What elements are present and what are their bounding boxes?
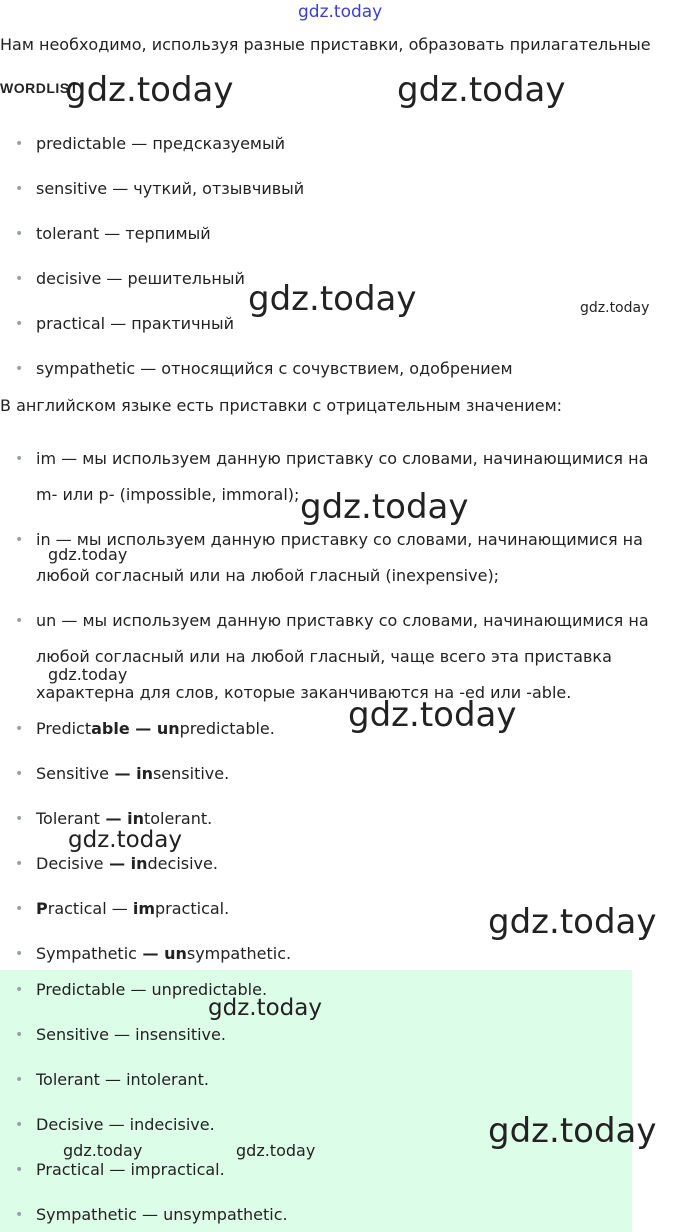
bullet: •: [15, 856, 24, 872]
bullet: •: [15, 226, 24, 242]
answer-item: Predictable — unpredictable.: [36, 719, 275, 738]
prefix-line: m- или p- (impossible, immoral);: [36, 485, 300, 504]
bullet: •: [15, 1027, 24, 1043]
wordlist-item: decisive — решительный: [36, 269, 245, 288]
watermark: gdz.today: [488, 902, 657, 942]
watermark: gdz.today: [348, 695, 517, 735]
bullet: •: [15, 181, 24, 197]
bullet: •: [15, 721, 24, 737]
wordlist-item: tolerant — терпимый: [36, 224, 211, 243]
watermark: gdz.today: [300, 487, 469, 527]
watermark: gdz.today: [48, 545, 128, 564]
prefix-line: in — мы используем данную приставку со словами, начинающимися на: [36, 530, 643, 549]
bullet: •: [15, 1162, 24, 1178]
bullet: •: [15, 613, 24, 629]
watermark: gdz.today: [580, 300, 650, 316]
prefix-line: un — мы используем данную приставку со словами, начинающимися на: [36, 611, 649, 630]
final-answer-item: Sympathetic — unsympathetic.: [36, 1205, 288, 1224]
bullet: •: [15, 136, 24, 152]
bullet: •: [15, 1117, 24, 1133]
answer-item: Tolerant — intolerant.: [36, 809, 213, 828]
answer-item: Practical — impractical.: [36, 899, 230, 918]
watermark: gdz.today: [208, 995, 322, 1021]
wordlist-item: sensitive — чуткий, отзывчивый: [36, 179, 305, 198]
final-answer-item: Practical — impractical.: [36, 1160, 225, 1179]
bullet: •: [15, 316, 24, 332]
prefix-intro: В английском языке есть приставки с отрицательным значением:: [0, 396, 563, 415]
final-answer-item: Decisive — indecisive.: [36, 1115, 215, 1134]
bullet: •: [15, 946, 24, 962]
wordlist-heading: WORDLIST: [0, 80, 79, 96]
wordlist-item: practical — практичный: [36, 314, 235, 333]
watermark: gdz.today: [488, 1111, 657, 1151]
answer-item: Decisive — indecisive.: [36, 854, 218, 873]
watermark: gdz.today: [68, 827, 182, 853]
prefix-line: im — мы используем данную приставку со словами, начинающимися на: [36, 449, 649, 468]
bullet: •: [15, 901, 24, 917]
watermark: gdz.today: [248, 279, 417, 319]
prefix-line: любой согласный или на любой гласный, чаще всего эта приставка: [36, 647, 612, 666]
watermark: gdz.today: [65, 70, 234, 110]
watermark: gdz.today: [236, 1141, 316, 1160]
intro-text: Нам необходимо, используя разные приставки, образовать прилагательные: [0, 35, 651, 54]
watermark: gdz.today: [63, 1141, 143, 1160]
watermark-top: gdz.today: [298, 2, 383, 22]
bullet: •: [15, 271, 24, 287]
bullet: •: [15, 532, 24, 548]
final-answer-item: Predictable — unpredictable.: [36, 980, 268, 999]
watermark: gdz.today: [48, 665, 128, 684]
answer-item: Sensitive — insensitive.: [36, 764, 230, 783]
bullet: •: [15, 361, 24, 377]
bullet: •: [15, 811, 24, 827]
final-answer-item: Sensitive — insensitive.: [36, 1025, 226, 1044]
watermark: gdz.today: [397, 70, 566, 110]
bullet: •: [15, 451, 24, 467]
prefix-line: характерна для слов, которые заканчиваются на -ed или -able.: [36, 683, 572, 702]
bullet: •: [15, 982, 24, 998]
answer-item: Sympathetic — unsympathetic.: [36, 944, 292, 963]
final-answer-item: Tolerant — intolerant.: [36, 1070, 209, 1089]
bullet: •: [15, 1207, 24, 1223]
prefix-line: любой согласный или на любой гласный (inexpensive);: [36, 566, 500, 585]
bullet: •: [15, 1072, 24, 1088]
wordlist-item: sympathetic — относящийся с сочувствием, одобрением: [36, 359, 513, 378]
wordlist-item: predictable — предсказуемый: [36, 134, 286, 153]
bullet: •: [15, 766, 24, 782]
